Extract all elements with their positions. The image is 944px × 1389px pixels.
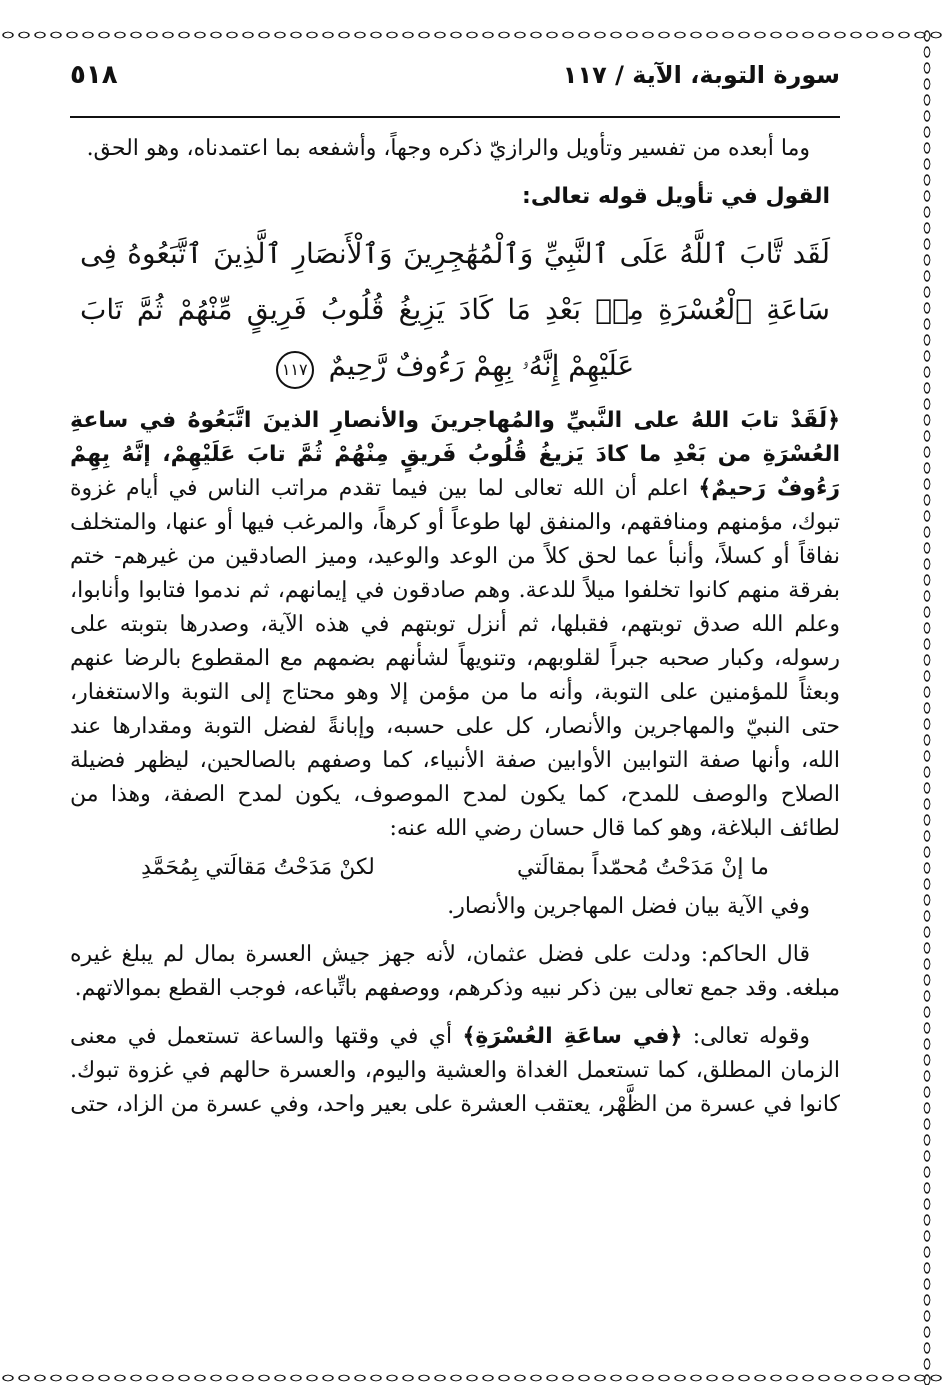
ornamental-border-top [0,28,944,42]
poem-hemistich-2: لكنْ مَدَحْتُ مَقالَتي بِمُحَمَّدِ [141,855,375,880]
commentary-text: اعلم أن الله تعالى لما بين فيما تقدم مراتب الناس في أيام غزوة تبوك، مؤمنهم ومنافقهم، والمنفق لها طوعاً أو كرهاً، والمرغب فيها أو عنها، والمتخلف نفاقاً أو كسلاً، وأنبأ عما لحق كلاً من الوعد والوعيد، وميز الصادقين من غيرهم- ختم بفرقة منهم كانوا تخلفوا ميلاً للدعة. وهم صادقون في إيمانهم، ثم ندموا فتابوا وأنابوا، وعلم الله صدق توبتهم، فقبلها، ثم أنزل توبتهم في هذه الآية، وصدرها بتوبته على رسوله، وكبار صحبه جبراً لقلوبهم، وتنويهاً لشأنهم بضمهم مع المقطوع بالرضا عنهم وبعثاً للمؤمنين على التوبة، وأنه ما من مؤمن إلا وهو محتاج إلى التوبة والاستغفار، حتى النبيّ والمهاجرين والأنصار، كل على حسبه، وإبانةً لفضل التوبة ومقدارها عند الله، وأنها صفة التوابين الأوابين صفة الأنبياء، كما وصفهم بالصالحين، ليظهر فضيلة الصلاح والوصف للمدح، كما يكون لمدح الموصوف، يكون لمدح الصفة، وهذا من لطائف البلاغة، وهو كما قال حسان رضي الله عنه: [70,476,840,841]
hakim-paragraph: قال الحاكم: ودلت على فضل عثمان، لأنه جهز جيش العسرة بمال لم يبلغ غيره مبلغه. وقد جمع تعالى بين ذكر نبيه وذكرهم، ووصفهم باتِّباعه، فوجب القطع بموالاتهم. [70,942,840,1001]
page-body [70,132,840,1122]
final-paragraph [70,1020,840,1122]
running-title: سورة التوبة، الآية / ١١٧ [562,61,840,89]
page-header [70,60,840,118]
ornamental-border-bottom [0,1371,944,1385]
section-heading: القول في تأويل قوله تعالى: [522,184,830,209]
ornamental-border-right [920,28,934,1385]
ayah-number-marker: ١١٧ [276,351,314,389]
quran-verse [70,220,840,400]
verse-line-2: سَاعَةِ ٱلْعُسْرَةِ مِنۢ بَعْدِ مَا كَادَ يَزِيغُ قُلُوبُ فَرِيقٍ مِّنْهُمْ ثُمَّ تَابَ [80,293,830,326]
final-quote: ﴿في ساعَةِ العُسْرَةِ﴾ [462,1024,683,1049]
intro-paragraph: وما أبعده من تفسير وتأويل والرازيّ ذكره وجهاً، وأشفعه بما اعتمدناه، وهو الحق. [86,136,810,161]
page-number: ٥١٨ [70,60,118,90]
poem-verse [70,848,840,888]
quoted-verse: ﴿لَقَدْ تابَ اللهُ على النَّبيِّ والمُهاجرينَ والأنصارِ الذينَ اتَّبَعُوهُ في ساعةِ العُسْرَةِ من بَعْدِ ما كادَ يَزيغُ قُلُوبُ فَريقٍ مِنْهُمْ ثُمَّ تابَ عَلَيْهِمْ، إنَّهُ بِهِمْ رَءُوفٌ رَحيمٌ﴾ [70,408,840,501]
verse-line-1: لَقَد تَّابَ ٱللَّهُ عَلَى ٱلنَّبِيِّ وَٱلْمُهَٰجِرِينَ وَٱلْأَنصَارِ ٱلَّذِينَ ٱتَّبَعُوهُ فِى [80,237,830,270]
verse-line-3: عَلَيْهِمْ إِنَّهُۥ بِهِمْ رَءُوفٌ رَّحِيمٌ [328,349,635,382]
book-page [70,60,840,1360]
final-prefix: وقوله تعالى: [682,1024,810,1049]
final-text: أي في وقتها والساعة تستعمل في معنى الزمان المطلق، كما تستعمل الغداة والعشية واليوم، والعسرة حالهم في غزوة تبوك. كانوا في عسرة من الظَّهْر، يعتقب العشرة على بعير واحد، وفي عسرة من الزاد، حتى [70,1024,840,1117]
poem-hemistich-1: ما إنْ مَدَحْتُ مُحمّداً بمقالَتي [516,855,769,880]
after-poem-text: وفي الآية بيان فضل المهاجرين والأنصار. [447,894,810,919]
commentary-paragraph [70,404,840,846]
verse-line-3-wrap [80,338,830,394]
